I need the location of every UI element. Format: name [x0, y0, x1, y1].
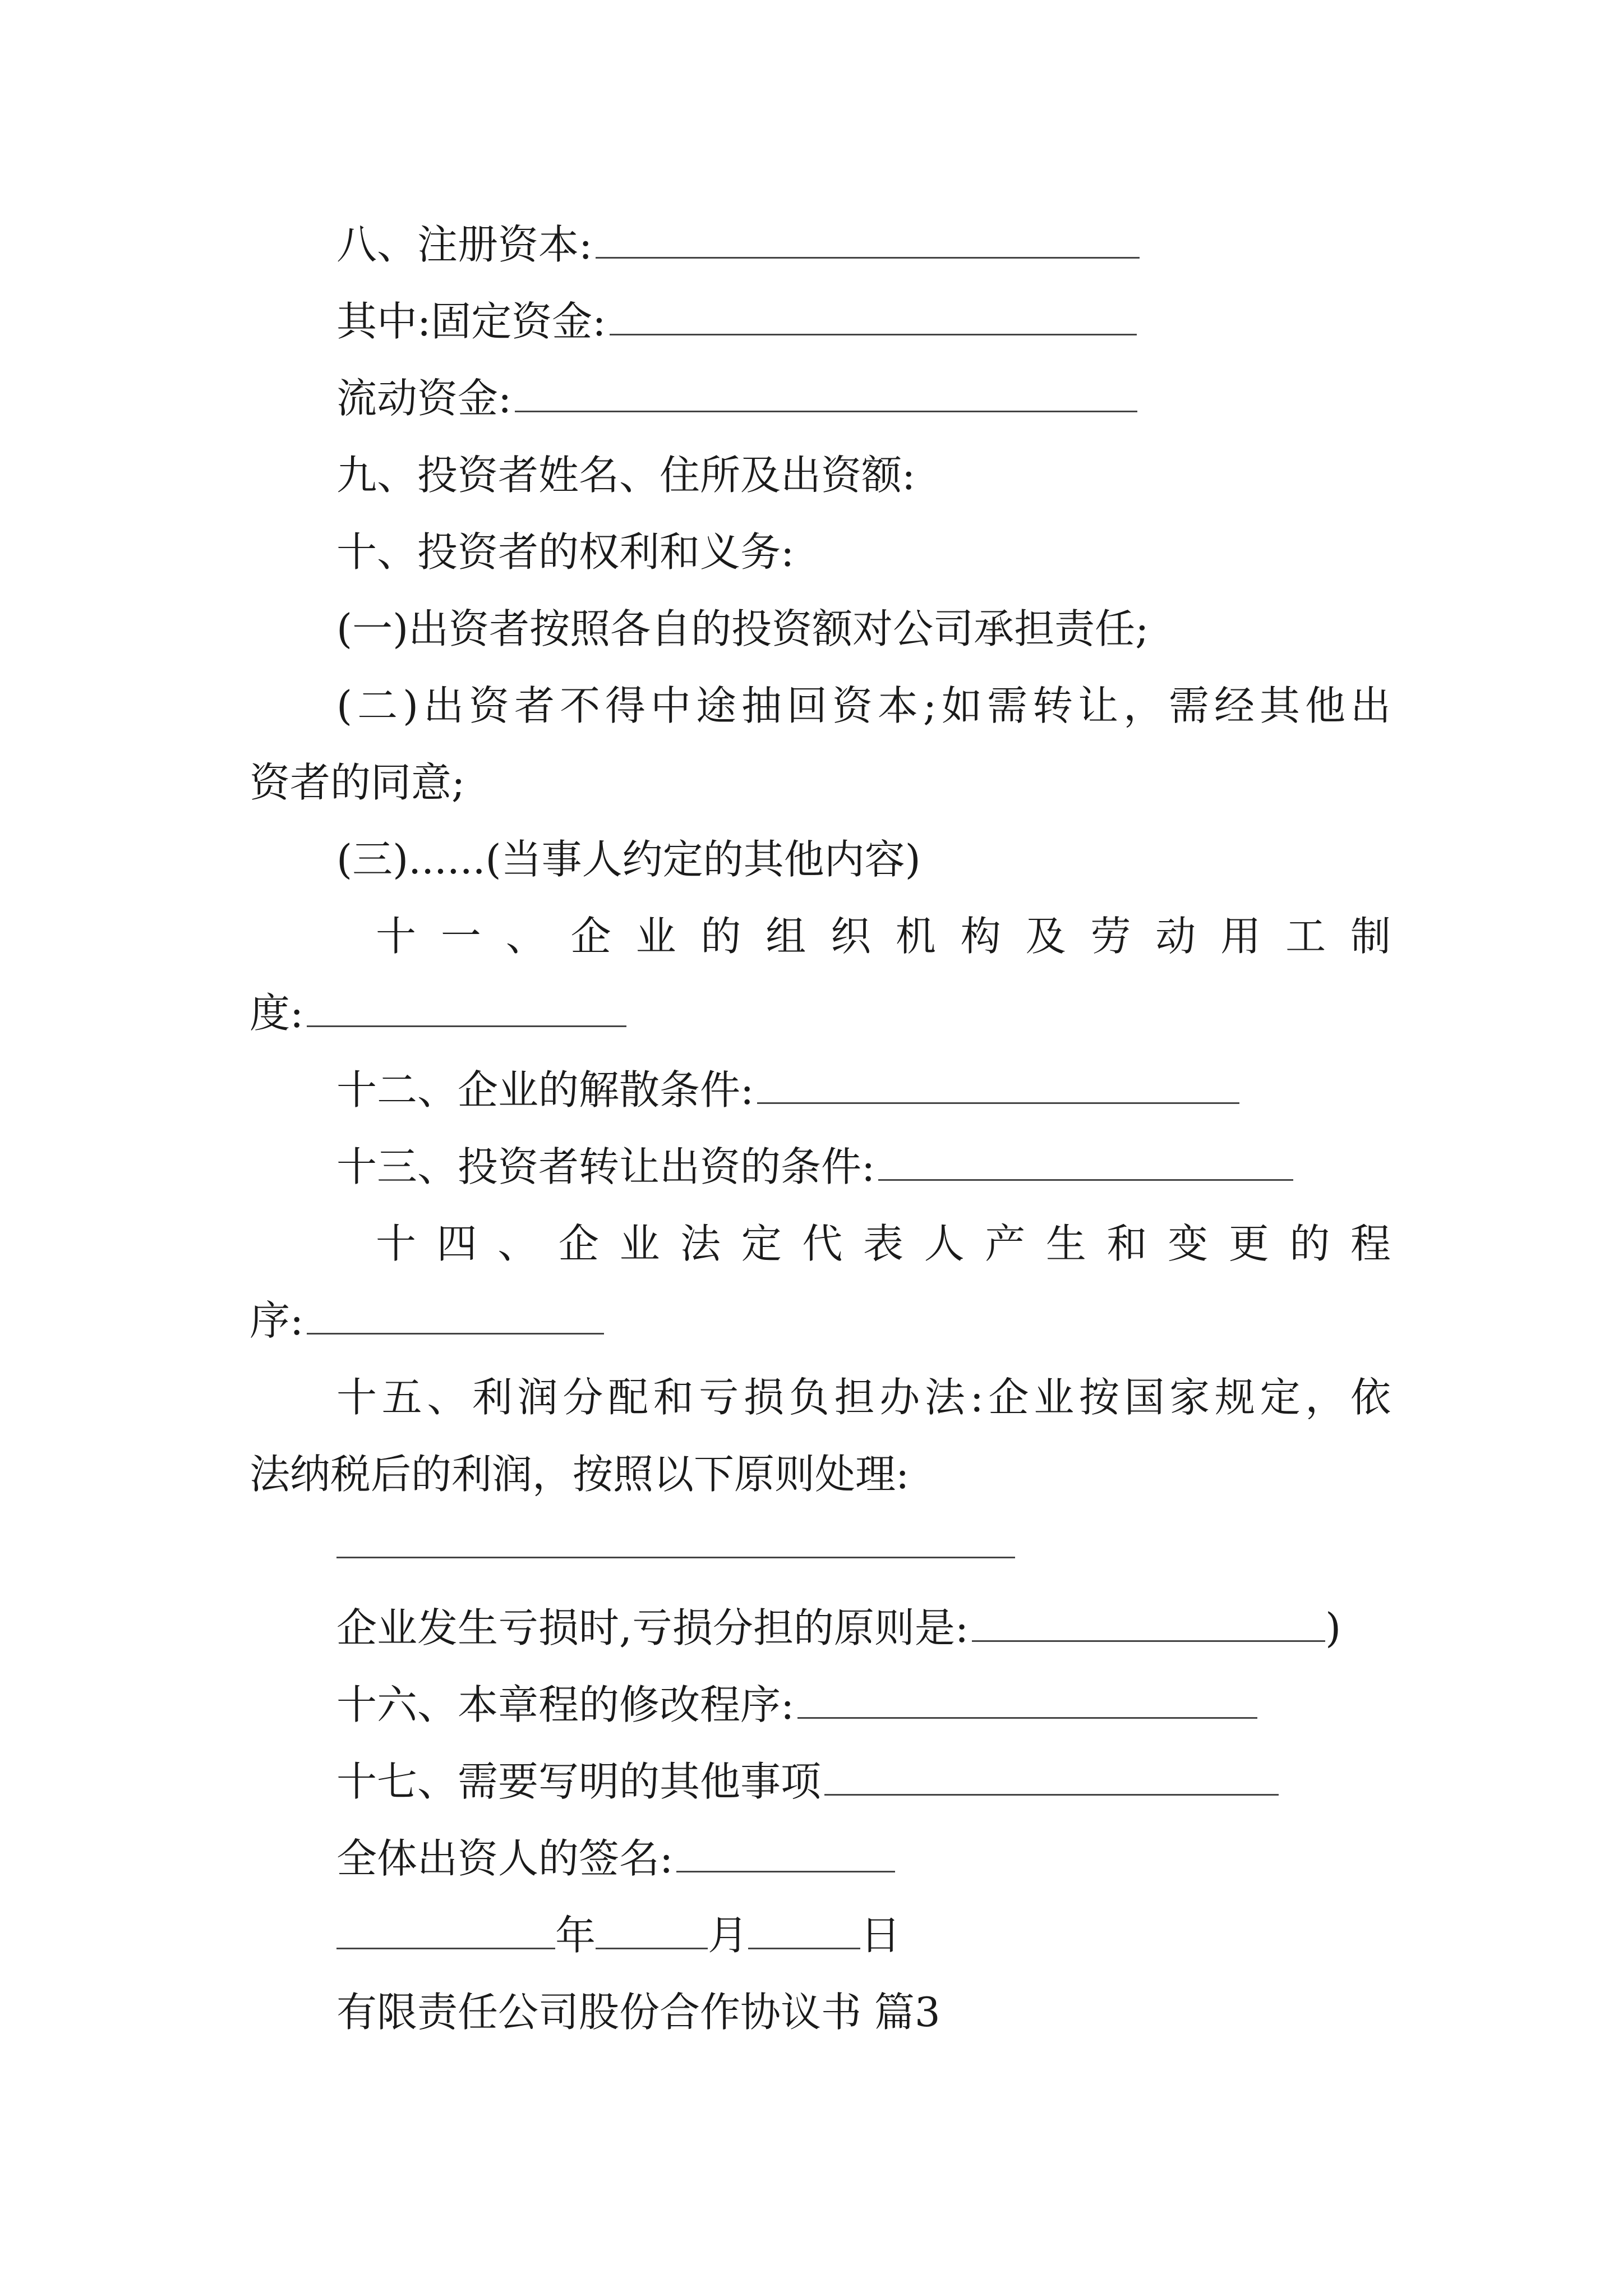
section-heading-part-3: 有限责任公司股份合作协议书 篇3	[336, 1989, 940, 2036]
working-capital-blank	[515, 407, 1137, 412]
organization-blank	[307, 1022, 626, 1027]
clause-11-organization: 十一、企业的组织机构及劳动用工制	[376, 913, 1391, 960]
transfer-blank	[878, 1176, 1293, 1181]
clause-12-dissolution: 十二、企业的解散条件:	[336, 1070, 1239, 1110]
clause-10-item-3: (三)......(当事人约定的其他内容)	[336, 836, 921, 883]
loss-sharing-line: 企业发生亏损时,亏损分担的原则是: )	[336, 1604, 1341, 1651]
other-matters-blank	[824, 1791, 1279, 1796]
clause-17-other: 十七、需要写明的其他事项	[336, 1761, 1279, 1802]
signature-line: 全体出资人的签名:	[336, 1838, 895, 1879]
registered-capital-blank	[596, 254, 1140, 259]
legal-rep-blank	[307, 1329, 604, 1335]
clause-14-legal-rep: 十四、企业法定代表人产生和变更的程	[376, 1220, 1391, 1267]
clause-15-profit: 十五、利润分配和亏损负担办法:企业按国家规定，依	[336, 1374, 1391, 1421]
working-capital-line: 流动资金:	[336, 378, 1137, 418]
clause-16-amendment: 十六、本章程的修改程序:	[336, 1685, 1257, 1725]
date-line: 年 月 日	[336, 1915, 901, 1955]
clause-10-item-2: (二)出资者不得中途抽回资本;如需转让，需经其他出	[336, 682, 1391, 729]
dissolution-blank	[757, 1099, 1239, 1104]
clause-10-rights-duties: 十、投资者的权利和义务:	[336, 528, 795, 576]
clause-15-cont: 法纳税后的利润，按照以下原则处理:	[250, 1451, 910, 1498]
fixed-capital-blank	[610, 330, 1137, 335]
fixed-capital-line: 其中:固定资金:	[336, 301, 1137, 342]
loss-sharing-blank	[972, 1637, 1325, 1642]
year-blank	[336, 1944, 555, 1949]
clause-14-cont: 序:	[250, 1300, 604, 1341]
clause-10-item-2-cont: 资者的同意;	[250, 759, 465, 806]
clause-10-item-1: (一)出资者按照各自的投资额对公司承担责任;	[336, 605, 1149, 652]
month-blank	[596, 1944, 708, 1949]
clause-9-investors: 九、投资者姓名、住所及出资额:	[336, 452, 916, 499]
amendment-blank	[797, 1714, 1257, 1719]
signature-blank	[676, 1867, 895, 1872]
profit-principle-blank	[336, 1557, 1015, 1558]
clause-13-transfer: 十三、投资者转让出资的条件:	[336, 1147, 1293, 1187]
clause-8-registered-capital: 八、注册资本:	[336, 224, 1140, 265]
day-blank	[748, 1944, 860, 1949]
clause-11-cont: 度:	[250, 993, 626, 1033]
